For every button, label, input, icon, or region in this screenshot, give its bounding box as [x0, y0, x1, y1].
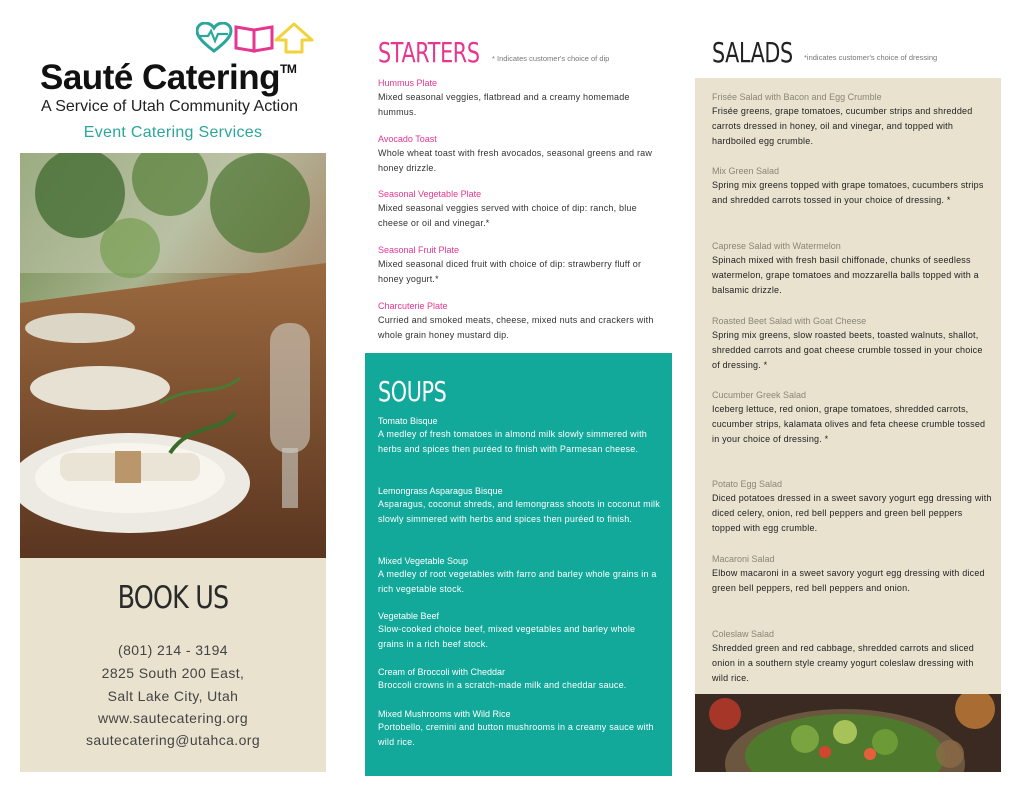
salad-item-name: Potato Egg Salad	[712, 479, 783, 489]
salads-panel	[695, 78, 1001, 694]
starter-item-name: Charcuterie Plate	[378, 301, 448, 311]
salad-item	[712, 554, 992, 596]
starter-item	[378, 78, 668, 119]
salads-title: SALADS	[712, 36, 793, 69]
starter-item-name: Seasonal Fruit Plate	[378, 245, 460, 255]
contact-address-line1: 2825 South 200 East,	[101, 665, 245, 681]
trademark: TM	[280, 62, 297, 76]
soup-item-name: Mixed Vegetable Soup	[378, 556, 469, 566]
salad-item-name: Coleslaw Salad	[712, 629, 775, 639]
salad-item-name: Roasted Beet Salad with Goat Cheese	[712, 316, 867, 326]
soup-item	[378, 486, 662, 526]
salad-item-name: Caprese Salad with Watermelon	[712, 241, 841, 251]
soup-item	[378, 611, 662, 651]
salad-photo	[695, 694, 1001, 772]
starter-item-name: Hummus Plate	[378, 78, 438, 88]
starters-title: STARTERS	[378, 36, 480, 69]
soup-item-desc: Broccoli crowns in a scratch-made milk and cheddar sauce.	[378, 680, 627, 690]
soup-item	[378, 709, 662, 749]
contact-website[interactable]: www.sautecatering.org	[97, 710, 249, 726]
table-setting-photo	[20, 153, 326, 558]
open-book-icon	[236, 27, 272, 51]
salad-item-name: Frisée Salad with Bacon and Egg Crumble	[712, 92, 882, 102]
starter-item-name: Seasonal Vegetable Plate	[378, 189, 482, 199]
starter-item-name: Avocado Toast	[378, 134, 437, 144]
salads-note: *indicates customer's choice of dressing	[804, 53, 938, 62]
salad-item	[712, 241, 992, 298]
soup-item-desc: Portobello, cremini and button mushrooms in a creamy sauce with wild rice.	[378, 722, 654, 747]
soup-item-desc: A medley of root vegetables with farro and barley whole grains in a rich vegetable stock.	[378, 569, 657, 594]
salad-item-name: Cucumber Greek Salad	[712, 390, 807, 400]
salad-item	[712, 479, 992, 536]
salad-item-name: Mix Green Salad	[712, 166, 780, 176]
soup-item	[378, 667, 662, 693]
salad-item	[712, 166, 992, 208]
arrow-up-icon	[276, 24, 312, 52]
salad-item-desc: Shredded green and red cabbage, shredded carrots and sliced onion in a southern style creamy yogurt coleslaw dressing with wild rice.	[712, 643, 974, 683]
starter-item	[378, 134, 668, 175]
soups-title: SOUPS	[378, 375, 447, 408]
starter-item	[378, 245, 668, 286]
salad-item-desc: Spring mix greens topped with grape tomatoes, cucumbers strips and shredded carrots tossed in your choice of dressing. *	[712, 180, 984, 205]
salad-item	[712, 390, 992, 447]
salad-item	[712, 316, 992, 373]
book-us-panel	[20, 558, 326, 772]
salad-item	[712, 92, 992, 149]
brand-name: Sauté Catering™	[40, 58, 297, 97]
starter-item-desc: Whole wheat toast with fresh avocados, seasonal greens and raw honey drizzle.	[378, 148, 653, 173]
logo-icons	[196, 22, 314, 54]
brand-service: A Service of Utah Community Action	[41, 98, 298, 115]
soup-item-name: Lemongrass Asparagus Bisque	[378, 486, 503, 496]
salad-item-desc: Spinach mixed with fresh basil chiffonade, chunks of seedless watermelon, grape tomatoes and mozzarella balls topped with a balsamic drizzle.	[712, 255, 979, 295]
soup-item-name: Tomato Bisque	[378, 416, 438, 426]
salad-item-desc: Elbow macaroni in a sweet savory yogurt egg dressing with diced green bell peppers, red bell peppers and onion.	[712, 568, 985, 593]
salad-item-name: Macaroni Salad	[712, 554, 775, 564]
starter-item-desc: Mixed seasonal veggies, flatbread and a creamy homemade hummus.	[378, 92, 630, 117]
contact-email[interactable]: sautecatering@utahca.org	[85, 732, 261, 748]
starters-note: * Indicates customer's choice of dip	[492, 54, 610, 63]
salad-item-desc: Frisée greens, grape tomatoes, cucumber strips and shredded carrots dressed in honey, oil and vinegar, and topped with hardboiled egg crumble.	[712, 106, 973, 146]
salad-item-desc: Spring mix greens, slow roasted beets, toasted walnuts, shallot, shredded carrots and goat cheese crumble tossed in your choice of dressing. *	[712, 330, 983, 370]
starter-item-desc: Curried and smoked meats, cheese, mixed nuts and crackers with whole grain honey mustard dip.	[378, 315, 654, 340]
salad-item-desc: Iceberg lettuce, red onion, grape tomatoes, shredded carrots, cucumber strips, kalamata olives and feta cheese crumble tossed in your choice of dressing. *	[712, 404, 986, 444]
soup-item-name: Cream of Broccoli with Cheddar	[378, 667, 506, 677]
book-us-title: BOOK US	[117, 580, 229, 616]
soups-panel	[365, 353, 672, 776]
salad-item-desc: Diced potatoes dressed in a sweet savory yogurt egg dressing with diced celery, onion, red bell peppers and green bell peppers topped with egg crumble.	[712, 493, 992, 533]
soup-item	[378, 416, 662, 456]
soup-item-name: Vegetable Beef	[378, 611, 440, 621]
starter-item-desc: Mixed seasonal diced fruit with choice of dip: strawberry fluff or honey yogurt.*	[378, 259, 642, 284]
soup-item-desc: Slow-cooked choice beef, mixed vegetables and barley whole grains in a rich beef stock.	[378, 624, 636, 649]
soup-item-desc: A medley of fresh tomatoes in almond milk slowly simmered with herbs and spices then puréed to finish with Parmesan cheese.	[378, 429, 647, 454]
starter-item	[378, 301, 668, 342]
starter-item-desc: Mixed seasonal veggies served with choice of dip: ranch, blue cheese or oil and vinegar.*	[378, 203, 637, 228]
soup-item	[378, 556, 662, 596]
contact-address-line2: Salt Lake City, Utah	[107, 688, 239, 704]
soup-item-name: Mixed Mushrooms with Wild Rice	[378, 709, 511, 719]
heart-pulse-icon	[197, 23, 231, 51]
contact-phone[interactable]: (801) 214 - 3194	[118, 642, 228, 658]
starter-item	[378, 189, 668, 230]
soup-item-desc: Asparagus, coconut shreds, and lemongrass shoots in coconut milk slowly simmered with herbs and spices then puréed to finish.	[378, 499, 660, 524]
salad-item	[712, 629, 992, 686]
brand-tagline: Event Catering Services	[83, 124, 263, 141]
